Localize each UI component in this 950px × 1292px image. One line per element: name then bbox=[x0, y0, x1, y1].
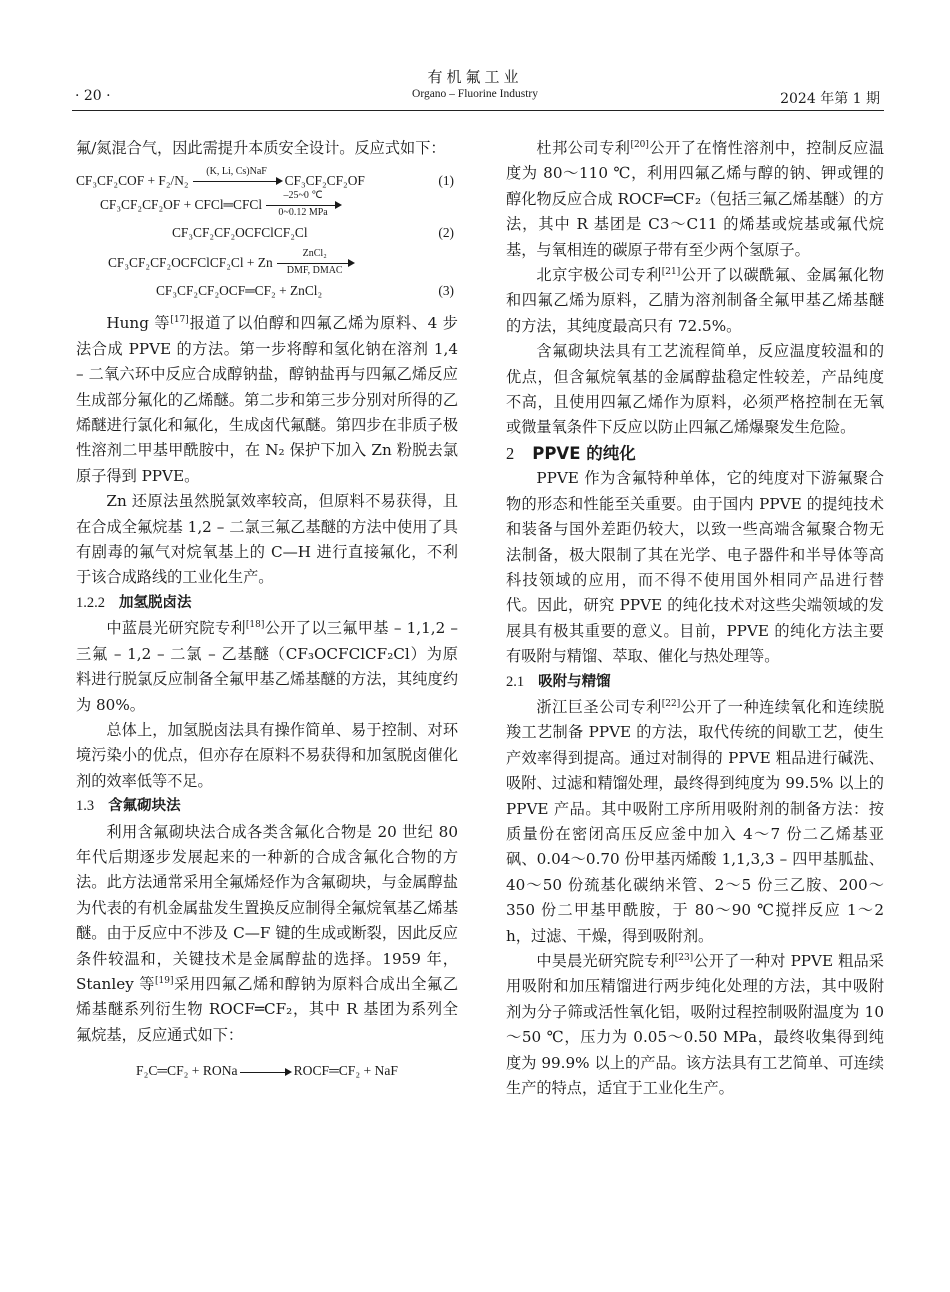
heading-2-1 bbox=[506, 670, 884, 695]
zhonghao-paragraph: 中昊晨光研究院专利[23]公开了一种对 PPVE 粗品采用吸附和加压精馏进行两步纯化处理的方法，其中吸附剂为分子筛或活性氧化铝，吸附过程控制吸附温度为 10～50 ℃，压力为 0.05～0.50 MPa，最终收集得到纯度为 99.9% 以上的产品。该方法具有工艺简单、可连续生产的特点，适宜于工业化生产。 bbox=[506, 952, 884, 1098]
page-header bbox=[0, 0, 950, 110]
heading-number: 1.2.2 bbox=[76, 594, 105, 611]
eq1-product: CF₃CF₂CF₂OF bbox=[284, 173, 365, 189]
zn-paragraph: Zn 还原法虽然脱氯效率较高，但原料不易获得，且在合成全氟烷基 1,2 – 二氯三氟乙基醚的方法中使用了具有剧毒的氟气对烷氧基上的 C—H 进行直接氟化，不利于该合成路线的工业化生产。 bbox=[76, 492, 458, 587]
heading-1-3 bbox=[76, 794, 458, 819]
citation-20: [20] bbox=[630, 139, 649, 150]
purify-paragraph: PPVE 作为含氟特种单体，它的纯度对下游氟聚合物的形态和性能至关重要。由于国内 PPVE 的提纯技术和装备与国外差距仍较大，以致一些高端含氟聚合物无法制备，极大限制了其在光学、电子器件和半导体等高科技领域的应用，而不得不使用国外相同产品进行替代。因此，研究 PPVE 的纯化技术对这些尖端领域的发展具有极其重要的意义。目前，PPVE 的纯化方法主要有吸附与精馏、萃取、催化与热处理等。 bbox=[506, 469, 884, 666]
final-eq-products: ROCF═CF₂ + NaF bbox=[293, 1063, 398, 1079]
eq3-reactants: CF₃CF₂CF₂OCFClCF₂Cl + Zn bbox=[108, 255, 273, 271]
eq3-arrow bbox=[275, 248, 355, 277]
dupont-paragraph: 杜邦公司专利[20]公开了在惰性溶剂中，控制反应温度为 80～110 ℃，利用四氟乙烯与醇的钠、钾或锂的醇化物反应合成 ROCF═CF₂（包括三氟乙烯基醚）的方法，其中 R 基团是 C3～C11 的烯基或烷基或氟代烷基，与氧相连的碳原子带有至少两个氢原子。 bbox=[506, 139, 885, 259]
equation-2 bbox=[76, 190, 458, 219]
intro-paragraph: 氟/氮混合气，因此需提升本质安全设计。反应式如下： bbox=[76, 139, 446, 157]
citation-22: [22] bbox=[661, 698, 681, 709]
heading-number: 1.3 bbox=[76, 798, 95, 815]
journal-title-en: Organo – Fluorine Industry bbox=[412, 88, 538, 100]
eq2-reactants: CF₃CF₂CF₂OF + CFCl═CFCl bbox=[100, 197, 263, 213]
final-eq-reactants: F₂C═CF₂ + RONa bbox=[136, 1063, 238, 1079]
header-rule bbox=[72, 110, 884, 111]
eq2-temperature: –25~0 ℃ bbox=[283, 190, 323, 202]
heading-title: 加氢脱卤法 bbox=[119, 594, 192, 611]
equation-2-product bbox=[76, 221, 458, 245]
eq2-pressure: 0~0.12 MPa bbox=[278, 207, 328, 219]
eq1-reactants: CF₃CF₂COF + F₂/N₂ bbox=[76, 173, 189, 189]
left-column bbox=[76, 136, 458, 1084]
eq1-number: (1) bbox=[438, 173, 454, 189]
hung-paragraph: Hung 等[17]报道了以伯醇和四氟乙烯为原料、4 步法合成 PPVE 的方法。第一步将醇和氢化钠在溶剂 1,4 – 二氧六环中反应合成醇钠盐，醇钠盐再与四氟乙烯反应生成部分氟化的乙烯醚。第二步和第三步分别对所得的乙烯醚进行氯化和氟化，生成卤代氟醚。第四步在非质子极性溶剂二甲基甲酰胺中，在 N₂ 保护下加入 Zn 粉脱去氯原子得到 PPVE。 bbox=[76, 314, 458, 485]
heading-number: 2.1 bbox=[506, 673, 525, 690]
eq2-arrow bbox=[264, 190, 342, 219]
eq3-product: CF₃CF₂CF₂OCF═CF₂ + ZnCl₂ bbox=[156, 283, 323, 299]
eq3-solvent: DMF, DMAC bbox=[286, 265, 343, 277]
right-column bbox=[506, 136, 884, 1101]
heading-1-2-2 bbox=[76, 591, 458, 616]
reaction-equations bbox=[76, 166, 458, 303]
equation-3 bbox=[76, 248, 458, 277]
final-eq-arrow bbox=[240, 1065, 292, 1079]
issue-label: 2024 年第 1 期 bbox=[780, 91, 880, 107]
general-reaction-equation bbox=[76, 1058, 458, 1083]
heading-number: 2 bbox=[506, 443, 515, 463]
zhejiang-paragraph: 浙江巨圣公司专利[22]公开了一种连续氧化和连续脱羧工艺制备 PPVE 的方法，取代传统的间歇工艺，使生产效率得到提高。通过对制得的 PPVE 粗品进行碱洗、吸附、过滤和精馏处理，最终得到纯度为 99.5% 以上的 PPVE 产品。其中吸附工序所用吸附剂的制备方法：按质量份在密闭高压反应釜中加入 4～7 份二乙烯基亚砜、0.04～0.70 份甲基丙烯酸 1,1,3,3 – 四甲基胍盐、40～50 份巯基化碳纳米管、2～5 份三乙胺、200～350 份二甲基甲酰胺，于 80～90 ℃搅拌反应 1～2 h，过滤、干燥，得到吸附剂。 bbox=[506, 697, 885, 945]
beijing-paragraph: 北京宇极公司专利[21]公开了以碳酰氟、金属氟化物和四氟乙烯为原料，乙腈为溶剂制备全氟甲基乙烯基醚的方法，其纯度最高只有 72.5%。 bbox=[506, 266, 885, 335]
heading-title: 含氟砌块法 bbox=[108, 798, 181, 815]
citation-21: [21] bbox=[661, 266, 681, 277]
citation-17: [17] bbox=[170, 315, 189, 326]
block-summary-paragraph: 含氟砌块法具有工艺流程简单，反应温度较温和的优点，但含氟烷氧基的金属醇盐稳定性较差，产品纯度不高，且使用四氟乙烯作为原料，必须严格控制在无氧或微量氧条件下反应以防止四氟乙烯爆聚发生危险。 bbox=[506, 342, 884, 437]
eq2-number: (2) bbox=[438, 225, 454, 241]
eq3-catalyst: ZnCl₂ bbox=[302, 248, 327, 260]
heading-title: 吸附与精馏 bbox=[538, 673, 611, 690]
block-paragraph: 利用含氟砌块法合成各类含氟化合物是 20 世纪 80 年代后期逐步发展起来的一种新的合成含氟化合物的方法。此方法通常采用全氟烯烃作为含氟砌块，与金属醇盐为代表的有机金属盐发生置换反应制得全氟烷氧基乙烯基醚。由于反应中不涉及 C—F 键的生成或断裂，因此反应条件较温和，关键技术是金属醇盐的选择。1959 年，Stanley 等[19]采用四氟乙烯和醇钠为原料合成出全氟乙烯基醚系列衍生物 ROCF═CF₂，其中 R 基团为系列全氟烷基，反应通式如下： bbox=[76, 822, 458, 1044]
citation-19: [19] bbox=[155, 975, 174, 986]
eq3-number: (3) bbox=[438, 283, 454, 299]
eq2-product: CF₃CF₂CF₂OCFClCF₂Cl bbox=[172, 225, 308, 241]
equation-3-product bbox=[76, 279, 458, 303]
heading-title: PPVE 的纯化 bbox=[532, 443, 636, 463]
eq1-catalyst: (K, Li, Cs)NaF bbox=[206, 166, 267, 178]
journal-title-cn: 有机氟工业 bbox=[427, 68, 523, 86]
heading-2 bbox=[506, 441, 884, 466]
page-number: · 20 · bbox=[75, 88, 111, 104]
citation-18: [18] bbox=[245, 620, 265, 631]
summary-paragraph: 总体上，加氢脱卤法具有操作简单、易于控制、对环境污染小的优点，但亦存在原料不易获得和加氢脱卤催化剂的效率低等不足。 bbox=[76, 720, 458, 790]
zhonglan-paragraph: 中蓝晨光研究院专利[18]公开了以三氟甲基 – 1,1,2 – 三氟 – 1,2 – 二氯 – 乙基醚（CF₃OCFClCF₂Cl）为原料进行脱氯反应制备全氟甲基乙烯基醚的方法，其纯度约为 80%。 bbox=[76, 619, 458, 714]
citation-23: [23] bbox=[674, 952, 694, 963]
